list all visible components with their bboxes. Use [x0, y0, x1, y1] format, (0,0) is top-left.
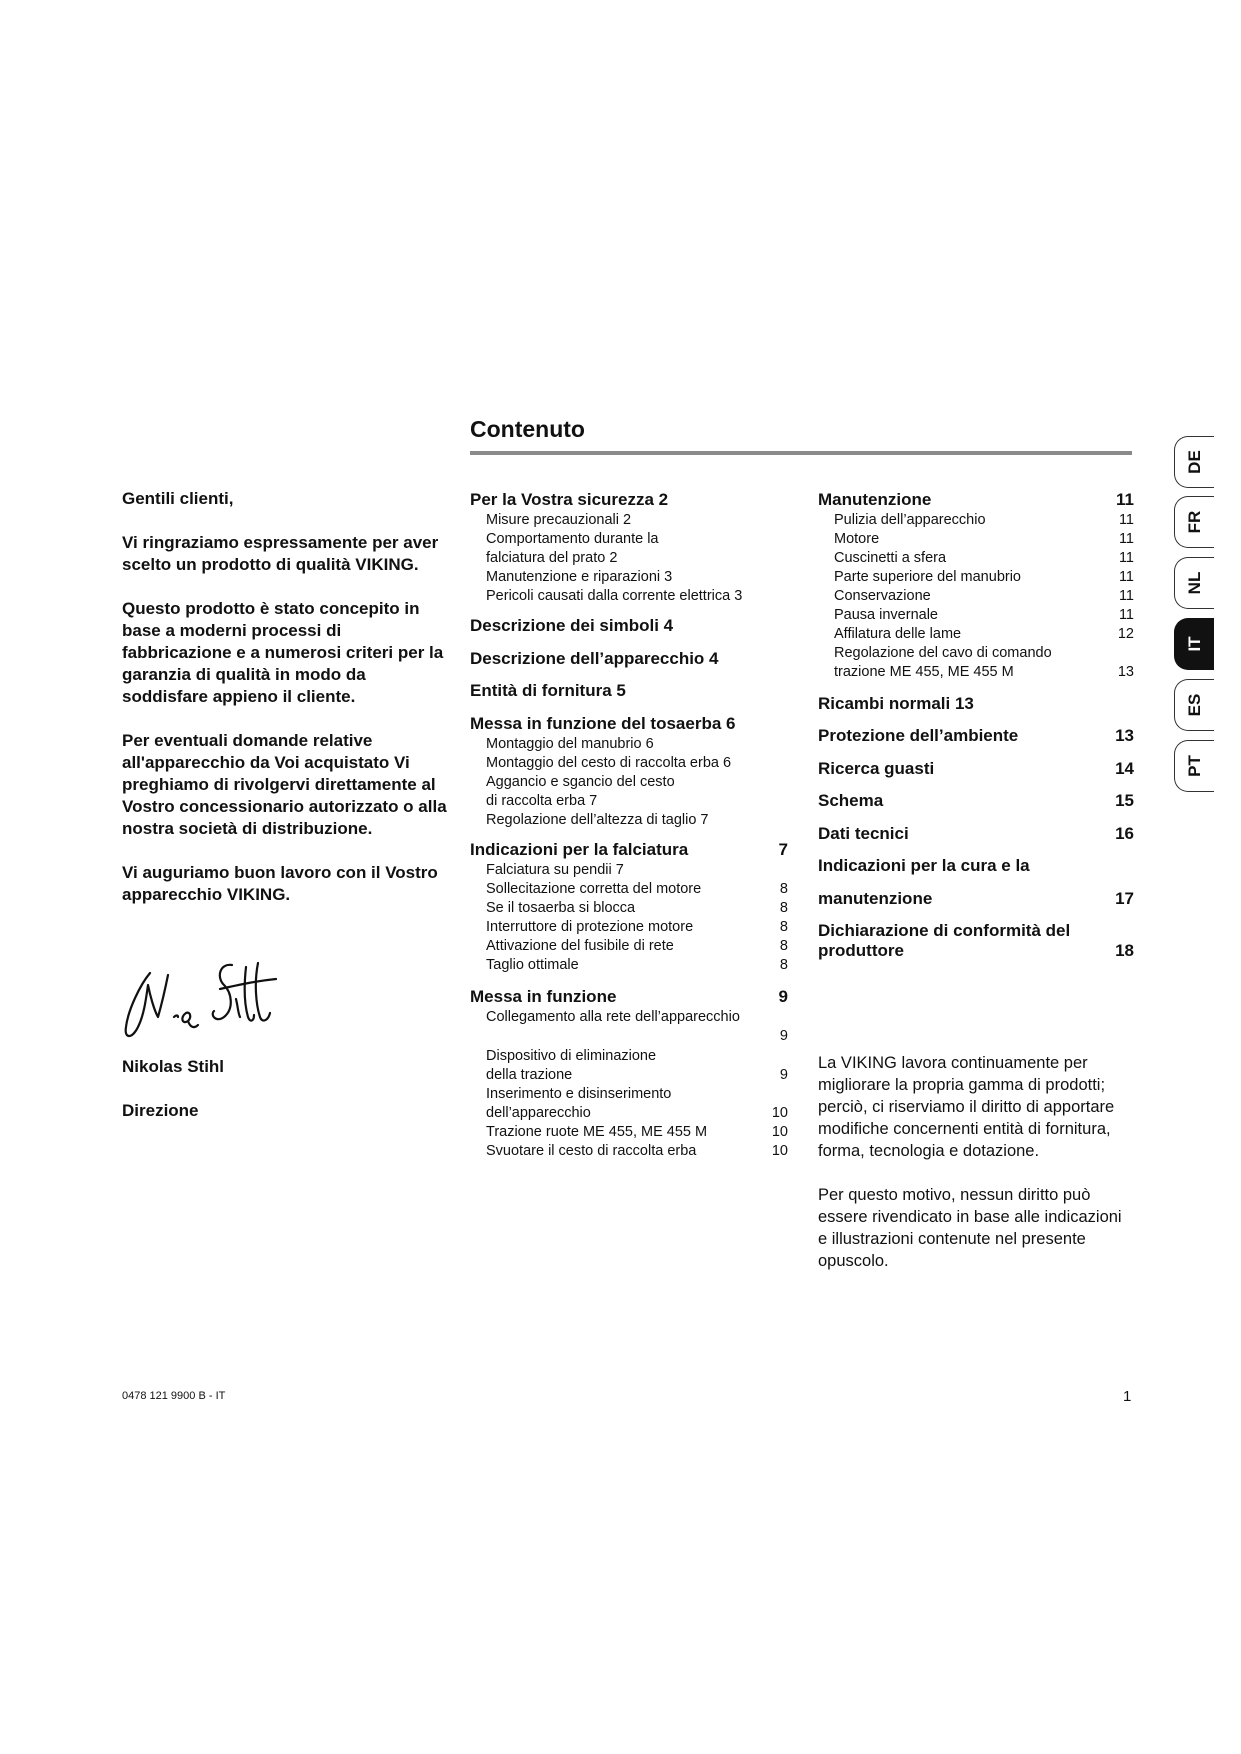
lang-tab-fr[interactable]: FR — [1174, 496, 1214, 548]
toc-item[interactable]: Inserimento e disinserimento — [486, 1086, 672, 1102]
toc-item[interactable]: Attivazione del fusibile di rete 8 — [486, 938, 788, 954]
toc-section — [470, 490, 788, 606]
toc-section — [818, 726, 1134, 746]
title-divider — [470, 451, 1132, 455]
letter-paragraph: Questo prodotto è stato concepito in base a moderni processi di fabbricazione e a numerosi criteri per la garanzia di qualità in modo da soddisfare appieno il cliente. — [122, 599, 444, 706]
toc-section — [818, 490, 1134, 682]
toc-item[interactable]: Se il tosaerba si blocca 8 — [486, 900, 788, 916]
toc-section-title[interactable]: Ricambi normali 13 — [818, 694, 974, 713]
toc-section-page: 13 — [1115, 726, 1134, 745]
toc-item[interactable]: Regolazione dell’altezza di taglio 7 — [486, 812, 709, 828]
toc-section — [470, 681, 788, 701]
toc-section-page: 18 — [1115, 941, 1134, 960]
toc-section-title[interactable]: Descrizione dell’apparecchio 4 — [470, 649, 719, 668]
toc-section-page: 16 — [1115, 824, 1134, 843]
toc-item[interactable]: Cuscinetti a sfera 11 — [834, 550, 1134, 566]
disclaimer-notes — [818, 1052, 1134, 1294]
toc-section-page: 9 — [778, 987, 788, 1006]
letter-greeting: Gentili clienti, — [122, 489, 234, 508]
toc-item[interactable]: Collegamento alla rete dell’apparecchio 9 — [486, 1009, 788, 1044]
toc-section-title[interactable]: Entità di fornitura 5 — [470, 681, 626, 700]
toc-item[interactable]: Pausa invernale 11 — [834, 607, 1134, 623]
toc-section — [818, 889, 1134, 909]
toc-section-page: 14 — [1115, 759, 1134, 778]
toc-item[interactable]: Misure precauzionali 2 — [486, 512, 632, 528]
document-code: 0478 121 9900 B - IT — [122, 1390, 226, 1402]
toc-section-title[interactable]: Indicazioni per la cura e la — [818, 856, 1030, 875]
toc-item[interactable]: Regolazione del cavo di comando — [834, 645, 1052, 661]
toc-item[interactable]: Montaggio del cesto di raccolta erba 6 — [486, 755, 732, 771]
toc-section-title[interactable]: Ricerca guasti — [818, 759, 935, 778]
toc-item[interactable]: Falciatura su pendii 7 — [486, 862, 624, 878]
toc-section-title[interactable]: Messa in funzione del tosaerba 6 — [470, 714, 736, 733]
toc-item[interactable]: Pulizia dell’apparecchio 11 — [834, 512, 1134, 528]
toc-section — [470, 840, 788, 975]
letter-paragraph: Vi ringraziamo espressamente per aver scelto un prodotto di qualità VIKING. — [122, 533, 439, 574]
toc-section-page: 15 — [1115, 791, 1134, 810]
toc-item[interactable]: di raccolta erba 7 — [486, 793, 598, 809]
toc-section-title[interactable]: Schema — [818, 791, 884, 810]
toc-section — [470, 987, 788, 1161]
toc-section — [818, 856, 1134, 876]
toc-item[interactable]: Dispositivo di eliminazione — [486, 1048, 657, 1064]
toc-section-title[interactable]: Dichiarazione di conformità del — [818, 921, 1071, 940]
toc-column-middle — [470, 490, 788, 1161]
toc-section-title[interactable]: manutenzione — [818, 889, 933, 908]
toc-item[interactable]: trazione ME 455, ME 455 M 13 — [834, 664, 1134, 680]
page-number: 1 — [1123, 1388, 1132, 1405]
lang-tab-it[interactable]: IT — [1174, 618, 1214, 670]
lang-tab-de[interactable]: DE — [1174, 436, 1214, 488]
toc-item[interactable]: dell’apparecchio 10 — [486, 1105, 788, 1121]
toc-section-title[interactable]: Messa in funzione — [470, 987, 617, 1006]
signature-name: Nikolas Stihl — [122, 1057, 225, 1076]
toc-section-page: 17 — [1115, 889, 1134, 908]
toc-section — [818, 759, 1134, 779]
toc-section-title[interactable]: produttore — [818, 941, 904, 960]
toc-item[interactable]: Manutenzione e riparazioni 3 — [486, 569, 673, 585]
toc-section-page: 11 — [1116, 490, 1134, 509]
toc-item[interactable]: Conservazione 11 — [834, 588, 1134, 604]
toc-item[interactable]: Aggancio e sgancio del cesto — [486, 774, 675, 790]
toc-section — [470, 649, 788, 669]
toc-section-title[interactable]: Protezione dell’ambiente — [818, 726, 1019, 745]
letter-paragraph: Per eventuali domande relative all'apparecchio da Voi acquistato Vi preghiamo di rivolgervi direttamente al Vostro concessionario autorizzato o alla nostra società di distribuzione. — [122, 731, 447, 838]
toc-item[interactable]: Taglio ottimale 8 — [486, 957, 788, 973]
toc-section-title[interactable]: Per la Vostra sicurezza 2 — [470, 490, 669, 509]
toc-section-title[interactable]: Dati tecnici — [818, 824, 909, 843]
disclaimer-paragraph: La VIKING lavora continuamente per migliorare la propria gamma di prodotti; perciò, ci riserviamo il diritto di apportare modifiche concernenti entità di fornitura, forma, tecnologia e dotazione. — [818, 1054, 1115, 1160]
toc-section — [818, 921, 1134, 941]
toc-item[interactable]: Motore 11 — [834, 531, 1134, 547]
toc-section-title[interactable]: Indicazioni per la falciatura — [470, 840, 689, 859]
toc-section-page: 7 — [778, 840, 788, 859]
page-title: Contenuto — [470, 416, 585, 442]
toc-item[interactable]: Parte superiore del manubrio 11 — [834, 569, 1134, 585]
letter-paragraph: Vi auguriamo buon lavoro con il Vostro apparecchio VIKING. — [122, 863, 438, 904]
toc-section — [818, 791, 1134, 811]
toc-item[interactable]: Montaggio del manubrio 6 — [486, 736, 654, 752]
handwritten-signature — [120, 955, 290, 1050]
toc-section — [818, 941, 1134, 961]
toc-item[interactable]: Sollecitazione corretta del motore 8 — [486, 881, 788, 897]
lang-tab-pt[interactable]: PT — [1174, 740, 1214, 792]
toc-item[interactable]: della trazione 9 — [486, 1067, 788, 1083]
toc-section-title[interactable]: Descrizione dei simboli 4 — [470, 616, 674, 635]
lang-tab-nl[interactable]: NL — [1174, 557, 1214, 609]
toc-column-right — [818, 490, 1134, 961]
toc-section-title[interactable]: Manutenzione — [818, 490, 932, 509]
signature-role: Direzione — [122, 1101, 199, 1120]
disclaimer-paragraph: Per questo motivo, nessun diritto può essere rivendicato in base alle indicazioni e illustrazioni contenute nel presente opuscolo. — [818, 1186, 1122, 1270]
toc-item[interactable]: Interruttore di protezione motore 8 — [486, 919, 788, 935]
toc-section — [470, 616, 788, 636]
toc-item[interactable]: Svuotare il cesto di raccolta erba 10 — [486, 1143, 788, 1159]
toc-item[interactable]: falciatura del prato 2 — [486, 550, 618, 566]
toc-item[interactable]: Pericoli causati dalla corrente elettrica 3 — [486, 588, 743, 604]
toc-section — [470, 714, 788, 830]
toc-section — [818, 824, 1134, 844]
lang-tab-es[interactable]: ES — [1174, 679, 1214, 731]
toc-item[interactable]: Trazione ruote ME 455, ME 455 M 10 — [486, 1124, 788, 1140]
toc-section — [818, 694, 1134, 714]
toc-item[interactable]: Comportamento durante la — [486, 531, 659, 547]
toc-item[interactable]: Affilatura delle lame 12 — [834, 626, 1134, 642]
